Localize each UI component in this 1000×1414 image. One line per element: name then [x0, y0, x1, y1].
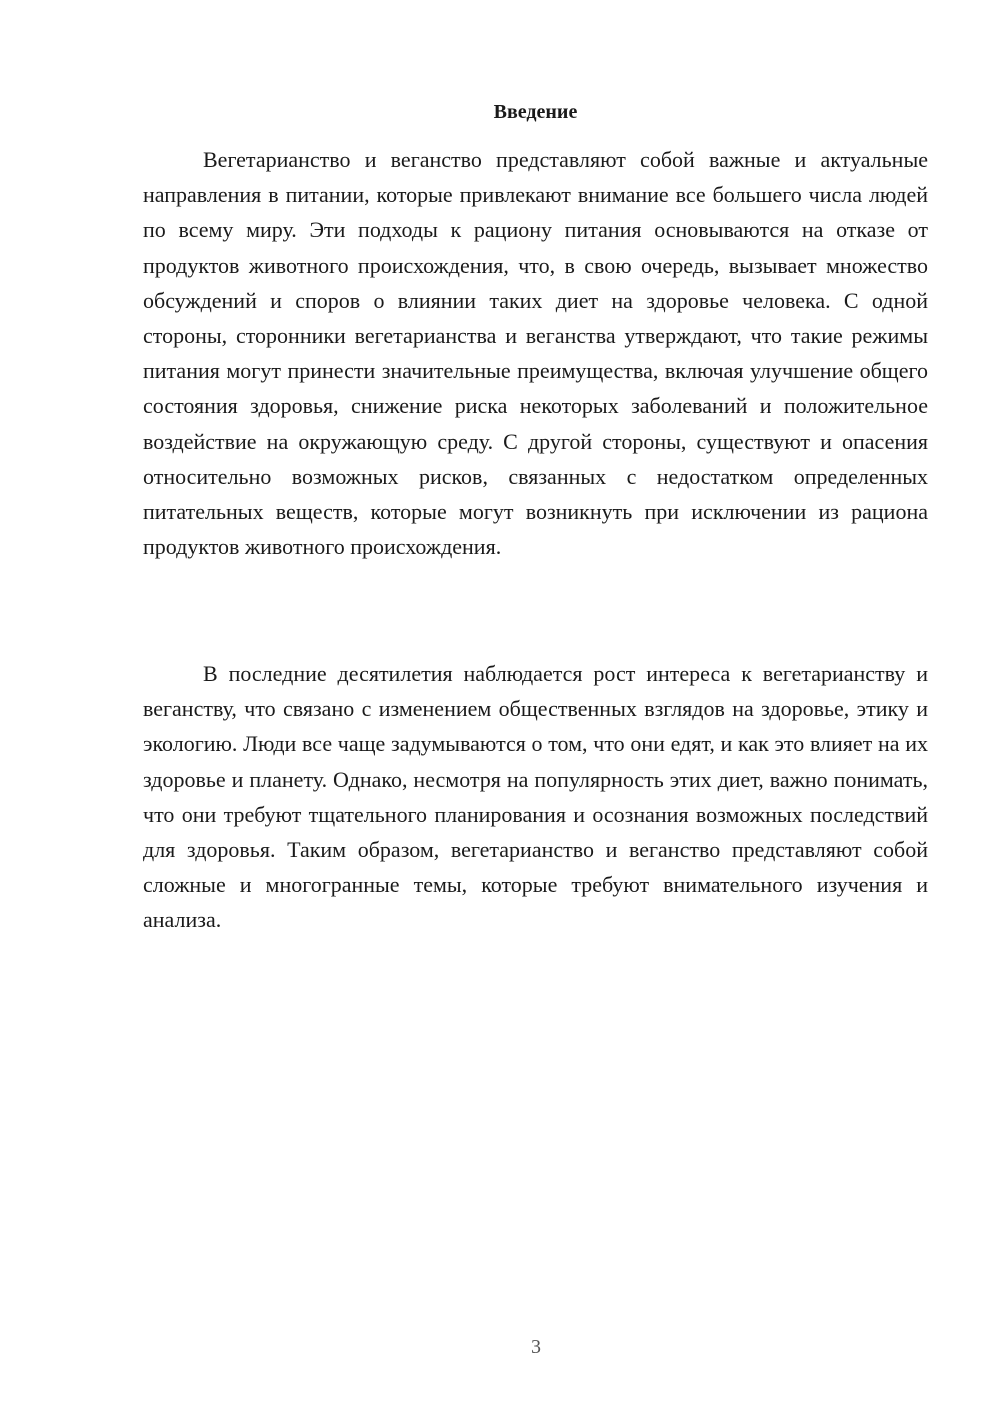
paragraph-2: В последние десятилетия наблюдается рост интереса к вегетарианству и веганству, что связано с изменением общественных взглядов на здоровье, этику и экологию. Люди все чаще задумываются о том, что они едят, и как это влияет на их здоровье и планету. Однако, несмотря на популярность этих диет, важно понимать, что они требуют тщательного планирования и осознания возможных последствий для здоровья. Таким образом, вегетарианство и веганство представляют собой сложные и многогранные темы, которые требуют внимательного изучения и анализа.	[143, 661, 928, 933]
page-number: 3	[531, 1336, 541, 1358]
paragraph-1: Вегетарианство и веганство представляют собой важные и актуальные направления в питании, которые привлекают внимание все большего числа людей по всему миру. Эти подходы к рациону питания основываются на отказе от продуктов животного происхождения, что, в свою очередь, вызывает множество обсуждений и споров о влиянии таких диет на здоровье человека. С одной стороны, сторонники вегетарианства и веганства утверждают, что такие режимы питания могут принести значительные преимущества, включая улучшение общего состояния здоровья, снижение риска некоторых заболеваний и положительное воздействие на окружающую среду. С другой стороны, существуют и опасения относительно возможных рисков, связанных с недостатком определенных питательных веществ, которые могут возникнуть при исключении из рациона продуктов животного происхождения.	[143, 147, 928, 560]
section-heading: Введение	[493, 101, 578, 123]
